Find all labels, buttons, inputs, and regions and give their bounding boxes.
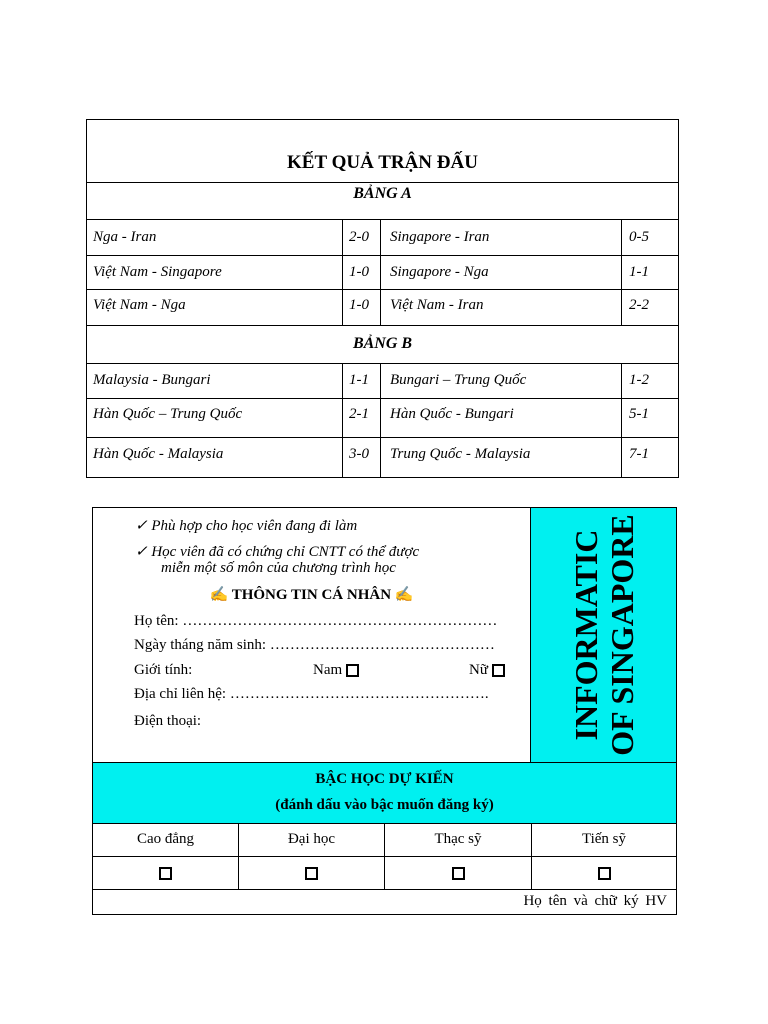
info-heading (93, 585, 530, 604)
score-cell (342, 399, 380, 438)
table-row (87, 255, 678, 289)
level-subheading: (đánh dấu vào bậc muốn đăng ký) (275, 797, 494, 813)
match-left: Nga - Iran (93, 229, 157, 245)
match-right-score: 1-2 (629, 372, 649, 388)
match-left: Việt Nam - Singapore (93, 264, 222, 280)
check-text-continued: miễn một số môn của chương trình học (161, 560, 396, 576)
score-cell (621, 220, 678, 256)
female-checkbox[interactable] (492, 664, 505, 677)
match-right-score: 2-2 (629, 297, 649, 313)
address-field[interactable] (134, 686, 489, 703)
score-cell (621, 438, 678, 478)
match-right-score: 7-1 (629, 446, 649, 462)
info-panel (93, 508, 530, 762)
check-item (135, 516, 357, 535)
match-right: Bungari – Trung Quốc (390, 372, 527, 388)
male-label: Nam (313, 662, 343, 678)
match-right-cell (380, 220, 621, 256)
score-cell (621, 290, 678, 326)
thac-sy-checkbox[interactable] (452, 867, 465, 880)
pen-icon: ✍ (394, 587, 414, 603)
registration-form (92, 507, 677, 915)
results-table (86, 119, 679, 478)
phone-label: Điện thoại: (134, 713, 202, 729)
address-dots: ……………………………………………. (229, 686, 489, 702)
match-left: Việt Nam - Nga (93, 297, 186, 313)
side-banner (530, 508, 676, 762)
dob-label: Ngày tháng năm sinh: (134, 637, 267, 653)
level-checkbox-cell (93, 857, 238, 890)
check-text: Phù hợp cho học viên đang đi làm (151, 518, 358, 534)
table-row (87, 219, 678, 255)
check-item (135, 542, 419, 561)
cao-dang-checkbox[interactable] (159, 867, 172, 880)
match-right: Singapore - Iran (390, 229, 490, 245)
level-heading: BẬC HỌC DỰ KIẾN (315, 771, 454, 787)
match-left-score: 2-0 (349, 229, 369, 245)
match-right-score: 5-1 (629, 406, 649, 422)
gender-label: Giới tính: (134, 662, 193, 678)
male-checkbox[interactable] (346, 664, 359, 677)
group-a-header (87, 182, 678, 219)
match-right-cell (380, 438, 621, 478)
score-cell (621, 399, 678, 438)
table-row (87, 398, 678, 437)
results-title: KẾT QUẢ TRẬN ĐẤU (287, 152, 478, 173)
match-right-score: 0-5 (629, 229, 649, 245)
score-cell (342, 220, 380, 256)
phone-field[interactable] (134, 713, 201, 730)
match-right-cell (380, 290, 621, 326)
dob-field[interactable] (134, 637, 495, 654)
score-cell (621, 256, 678, 290)
table-row (87, 363, 678, 398)
female-label: Nữ (469, 662, 488, 678)
score-cell (342, 256, 380, 290)
table-row (87, 437, 678, 477)
male-option[interactable] (313, 662, 359, 679)
banner-line-2: OF SINGAPORE (604, 514, 640, 756)
female-option[interactable] (469, 662, 505, 679)
match-left-score: 1-1 (349, 372, 369, 388)
match-right-cell (380, 364, 621, 399)
match-left-score: 1-0 (349, 297, 369, 313)
score-cell (342, 438, 380, 478)
dai-hoc-checkbox[interactable] (305, 867, 318, 880)
level-checkbox-row (93, 856, 676, 889)
info-heading-text: THÔNG TIN CÁ NHÂN (231, 587, 392, 603)
level-option-label: Đại học (238, 824, 384, 857)
group-b-header (87, 325, 678, 363)
name-dots: ……………………………………………………… (182, 613, 498, 629)
check-icon: ✓ (135, 518, 148, 534)
match-right: Singapore - Nga (390, 264, 489, 280)
side-banner-text (568, 514, 640, 756)
signature-row (93, 889, 676, 914)
check-text: Học viên đã có chứng chỉ CNTT có thể được (151, 544, 420, 560)
level-checkbox-cell (384, 857, 531, 890)
match-right: Hàn Quốc - Bungari (390, 406, 514, 422)
match-left: Hàn Quốc – Trung Quốc (93, 406, 243, 422)
level-checkbox-cell (238, 857, 384, 890)
tien-sy-checkbox[interactable] (598, 867, 611, 880)
address-label: Địa chỉ liên hệ: (134, 686, 227, 702)
level-options-row (93, 823, 676, 856)
match-right-cell (380, 256, 621, 290)
match-left-score: 1-0 (349, 264, 369, 280)
name-label: Họ tên: (134, 613, 179, 629)
match-left: Malaysia - Bungari (93, 372, 211, 388)
level-option-label: Tiến sỹ (531, 824, 676, 857)
signature-label: Họ tên và chữ ký HV (523, 893, 667, 909)
level-option-label: Cao đẳng (136, 831, 195, 847)
check-icon: ✓ (135, 544, 148, 560)
match-left: Hàn Quốc - Malaysia (93, 446, 224, 462)
score-cell (342, 364, 380, 399)
level-heading-band (93, 762, 676, 823)
score-cell (342, 290, 380, 326)
score-cell (621, 364, 678, 399)
pen-icon: ✍ (209, 587, 229, 603)
match-right-cell (380, 399, 621, 438)
banner-line-1: INFORMATIC (568, 529, 604, 741)
table-row (87, 289, 678, 325)
dob-dots: ……………………………………… (269, 637, 495, 653)
level-option-label: Thạc sỹ (384, 824, 531, 857)
match-right-score: 1-1 (629, 264, 649, 280)
group-b-label: BẢNG B (352, 335, 413, 352)
group-a-label: BẢNG A (353, 185, 412, 202)
match-right: Việt Nam - Iran (390, 297, 484, 313)
match-left-score: 2-1 (349, 406, 369, 422)
name-field[interactable] (134, 613, 497, 630)
match-right: Trung Quốc - Malaysia (390, 446, 531, 462)
level-checkbox-cell (531, 857, 676, 890)
match-left-score: 3-0 (349, 446, 369, 462)
